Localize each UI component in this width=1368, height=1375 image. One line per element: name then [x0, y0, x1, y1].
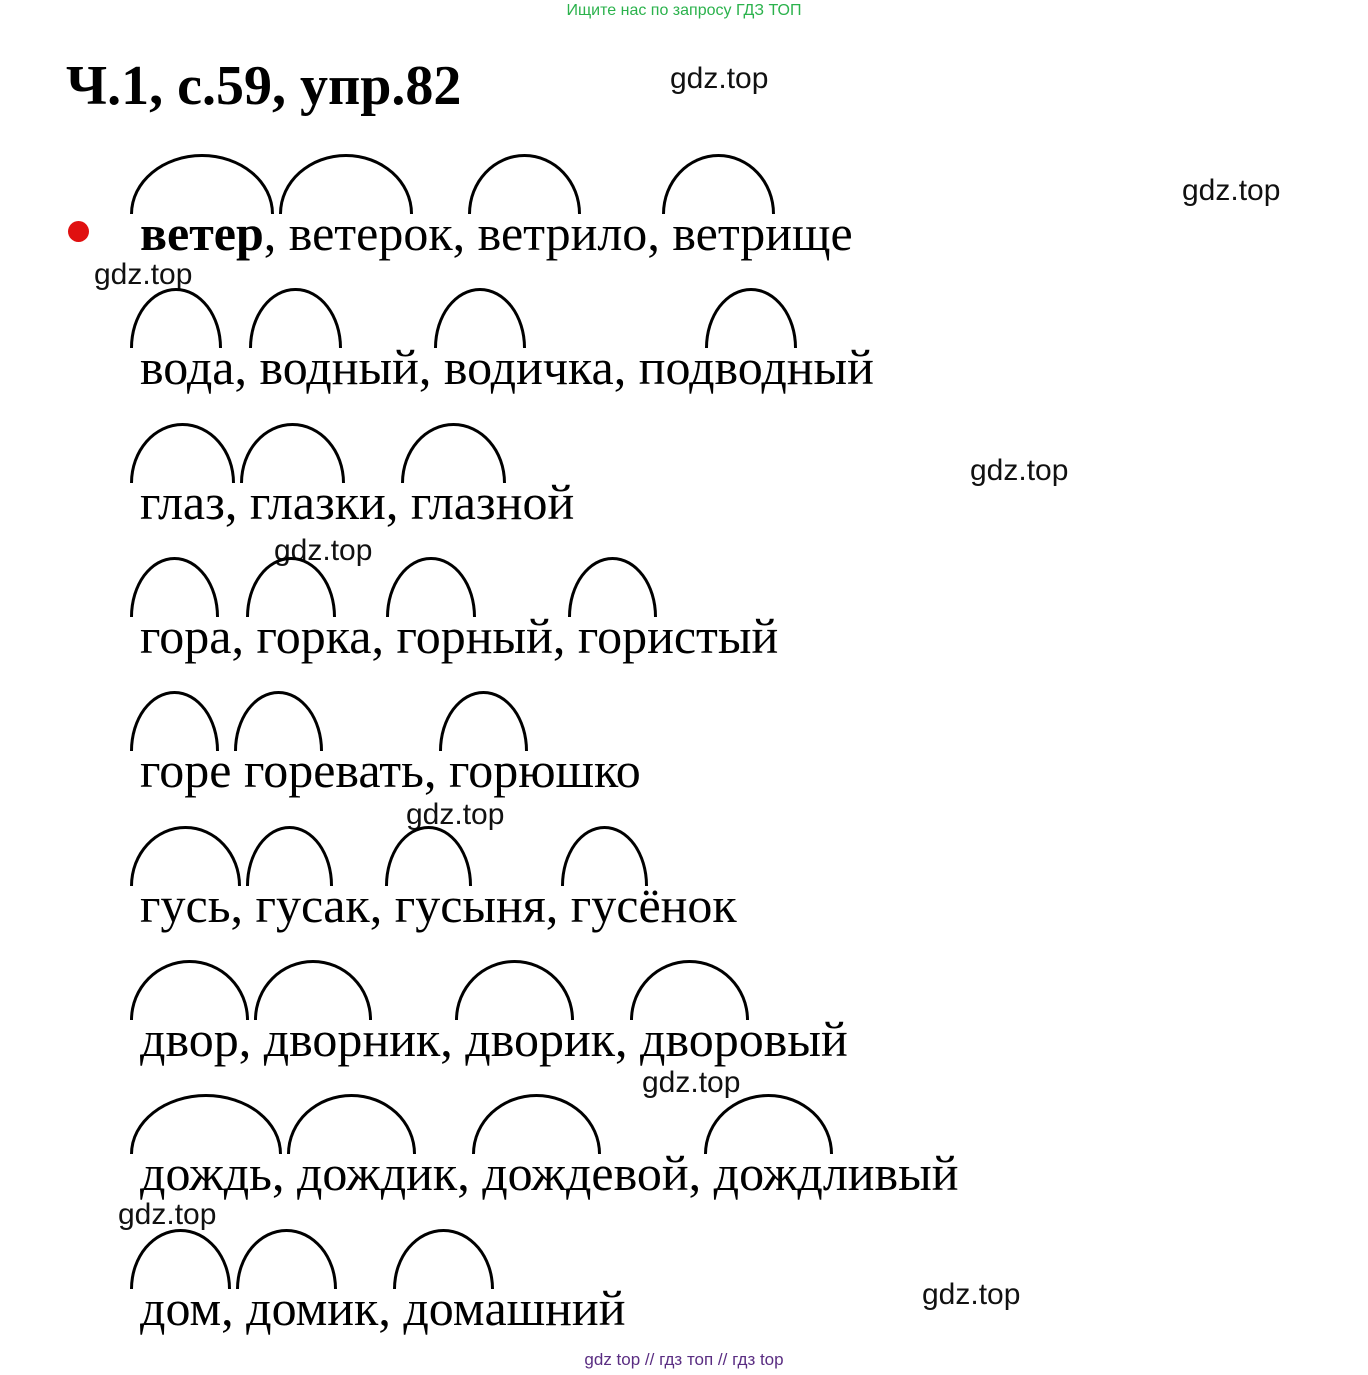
- word: [477, 205, 648, 261]
- word: [288, 205, 453, 261]
- separator: ,: [552, 608, 578, 664]
- word-row: [140, 1145, 959, 1201]
- ending: ик: [563, 1011, 616, 1067]
- ending: ка: [325, 608, 372, 664]
- word: [140, 1011, 239, 1067]
- ending: ище: [765, 205, 853, 261]
- root-arc-mark: [130, 557, 219, 617]
- root: двор: [140, 1014, 239, 1064]
- root: гор: [140, 611, 209, 661]
- word: [259, 339, 419, 395]
- root-arc-mark: [249, 288, 341, 348]
- root: вод: [444, 342, 516, 392]
- separator: ,: [234, 339, 260, 395]
- word: [403, 1280, 626, 1336]
- word: [465, 1011, 616, 1067]
- root-arc-mark: [279, 154, 414, 214]
- ending: ки: [334, 474, 386, 530]
- word: [246, 1280, 379, 1336]
- root: гус: [256, 880, 324, 930]
- ending: а: [212, 339, 235, 395]
- root-arc-mark: [130, 691, 219, 751]
- root: гор: [449, 745, 518, 795]
- word: [394, 877, 546, 933]
- separator: ,: [457, 1145, 483, 1201]
- word-row: [140, 1011, 848, 1067]
- root: глаз: [250, 477, 335, 527]
- root: гор: [140, 745, 209, 795]
- ending: ашний: [484, 1280, 626, 1336]
- separator: ,: [423, 742, 449, 798]
- word: [296, 1145, 458, 1201]
- ending: ник: [362, 1011, 441, 1067]
- root-arc-mark: [393, 1229, 494, 1289]
- root: двор: [465, 1014, 564, 1064]
- ending: ный: [465, 608, 553, 664]
- word: [713, 1145, 959, 1201]
- watermark: gdz.top: [970, 454, 1069, 487]
- separator: ,: [418, 339, 444, 395]
- root-arc-mark: [130, 826, 241, 886]
- separator: ,: [613, 339, 639, 395]
- ending: ок: [403, 205, 453, 261]
- ending: ной: [495, 474, 575, 530]
- root: гор: [244, 745, 313, 795]
- root: дом: [140, 1283, 221, 1333]
- root: гор: [396, 611, 465, 661]
- search-banner: Ищите нас по запросу ГДЗ ТОП: [566, 2, 802, 19]
- footer-links: gdz top // гдз топ // гдз top: [584, 1350, 784, 1369]
- word: [140, 877, 231, 933]
- ending: евой: [591, 1145, 689, 1201]
- root-arc-mark: [130, 960, 249, 1020]
- word: [140, 339, 235, 395]
- root: дожд: [714, 1148, 823, 1198]
- root: глаз: [411, 477, 496, 527]
- root-arc-mark: [287, 1094, 416, 1154]
- ending: ило: [570, 205, 648, 261]
- word: [243, 742, 424, 798]
- word: [255, 877, 370, 933]
- root-arc-mark: [630, 960, 749, 1020]
- separator: ,: [263, 205, 289, 261]
- word: [672, 205, 853, 261]
- root-arc-mark: [130, 1094, 282, 1154]
- root: гусь: [140, 880, 231, 930]
- ending: ный: [786, 339, 874, 395]
- root: вод: [259, 342, 331, 392]
- watermark: gdz.top: [670, 62, 769, 95]
- root-arc-mark: [234, 691, 323, 751]
- watermark: gdz.top: [118, 1198, 217, 1231]
- ending: ный: [331, 339, 419, 395]
- ending: ичка: [516, 339, 614, 395]
- word-row: [140, 205, 853, 261]
- word: [443, 339, 614, 395]
- root-arc-mark: [246, 826, 334, 886]
- word-row: [140, 474, 575, 530]
- separator: ,: [369, 877, 395, 933]
- ending: ливый: [822, 1145, 959, 1201]
- root: ветр: [672, 208, 765, 258]
- root: ветер: [140, 208, 264, 258]
- word: [638, 339, 874, 395]
- root-arc-mark: [385, 826, 473, 886]
- root-arc-mark: [662, 154, 775, 214]
- root: ветр: [478, 208, 571, 258]
- separator: ,: [271, 1145, 297, 1201]
- root-arc-mark: [455, 960, 574, 1020]
- separator: ,: [545, 877, 571, 933]
- root-arc-mark: [472, 1094, 601, 1154]
- word: [140, 742, 232, 798]
- watermark: gdz.top: [642, 1066, 741, 1099]
- root: дожд: [297, 1148, 406, 1198]
- watermark: gdz.top: [274, 534, 373, 567]
- word: [249, 474, 386, 530]
- watermark: gdz.top: [1182, 174, 1281, 207]
- root: гус: [571, 880, 639, 930]
- ending: овый: [738, 1011, 848, 1067]
- separator: ,: [688, 1145, 714, 1201]
- root-arc-mark: [434, 288, 526, 348]
- separator: ,: [371, 608, 397, 664]
- separator: ,: [224, 474, 250, 530]
- ending: ёнок: [638, 877, 737, 933]
- word-row: [140, 608, 779, 664]
- word: [263, 1011, 441, 1067]
- root: глаз: [140, 477, 225, 527]
- word: [570, 877, 737, 933]
- page-title: Ч.1, с.59, упр.82: [66, 55, 462, 117]
- separator: ,: [440, 1011, 466, 1067]
- root-arc-mark: [254, 960, 373, 1020]
- word: [140, 1145, 272, 1201]
- word: [140, 608, 232, 664]
- root-arc-mark: [236, 1229, 337, 1289]
- root-arc-mark: [130, 288, 222, 348]
- root: двор: [640, 1014, 739, 1064]
- separator: ,: [615, 1011, 641, 1067]
- root-arc-mark: [130, 154, 274, 214]
- ending: е: [209, 742, 232, 798]
- separator: ,: [378, 1280, 404, 1336]
- ending: евать: [313, 742, 424, 798]
- root: двор: [264, 1014, 363, 1064]
- root: дождь: [140, 1148, 272, 1198]
- word: [256, 608, 372, 664]
- word: [140, 1280, 222, 1336]
- separator: ,: [231, 608, 257, 664]
- word-row: [140, 877, 737, 933]
- word: [410, 474, 575, 530]
- root: дожд: [482, 1148, 591, 1198]
- separator: ,: [238, 1011, 264, 1067]
- root-arc-mark: [439, 691, 528, 751]
- separator: ,: [452, 205, 478, 261]
- prefix: под: [638, 339, 715, 395]
- root-arc-mark: [561, 826, 649, 886]
- root: вод: [140, 342, 212, 392]
- word: [577, 608, 779, 664]
- root-arc-mark: [240, 423, 345, 483]
- ending: истый: [647, 608, 779, 664]
- root-arc-mark: [704, 1094, 833, 1154]
- ending: ик: [406, 1145, 458, 1201]
- list-bullet: [68, 221, 89, 242]
- root: гор: [578, 611, 647, 661]
- word-row: [140, 742, 641, 798]
- root-arc-mark: [468, 154, 581, 214]
- separator: ,: [385, 474, 411, 530]
- root-arc-mark: [401, 423, 506, 483]
- root: вод: [715, 342, 787, 392]
- root-arc-mark: [130, 1229, 231, 1289]
- separator: ,: [221, 1280, 247, 1336]
- ending: ыня: [462, 877, 546, 933]
- word: [140, 474, 225, 530]
- word-row: [140, 1280, 626, 1336]
- separator: ,: [647, 205, 673, 261]
- root-arc-mark: [705, 288, 797, 348]
- word: [482, 1145, 689, 1201]
- root: гор: [256, 611, 325, 661]
- watermark: gdz.top: [922, 1278, 1021, 1311]
- ending: ак: [323, 877, 370, 933]
- word: [140, 205, 264, 261]
- watermark: gdz.top: [94, 258, 193, 291]
- ending: а: [209, 608, 232, 664]
- root-arc-mark: [568, 557, 657, 617]
- ending: юшко: [518, 742, 641, 798]
- root-arc-mark: [130, 423, 235, 483]
- root: ветер: [289, 208, 404, 258]
- root-arc-mark: [386, 557, 475, 617]
- ending: ик: [327, 1280, 379, 1336]
- root: дом: [403, 1283, 484, 1333]
- root: дом: [246, 1283, 327, 1333]
- word: [396, 608, 553, 664]
- separator: ,: [230, 877, 256, 933]
- word-row: [140, 339, 874, 395]
- word: [448, 742, 641, 798]
- word: [640, 1011, 848, 1067]
- watermark: gdz.top: [406, 798, 505, 831]
- root: гус: [395, 880, 463, 930]
